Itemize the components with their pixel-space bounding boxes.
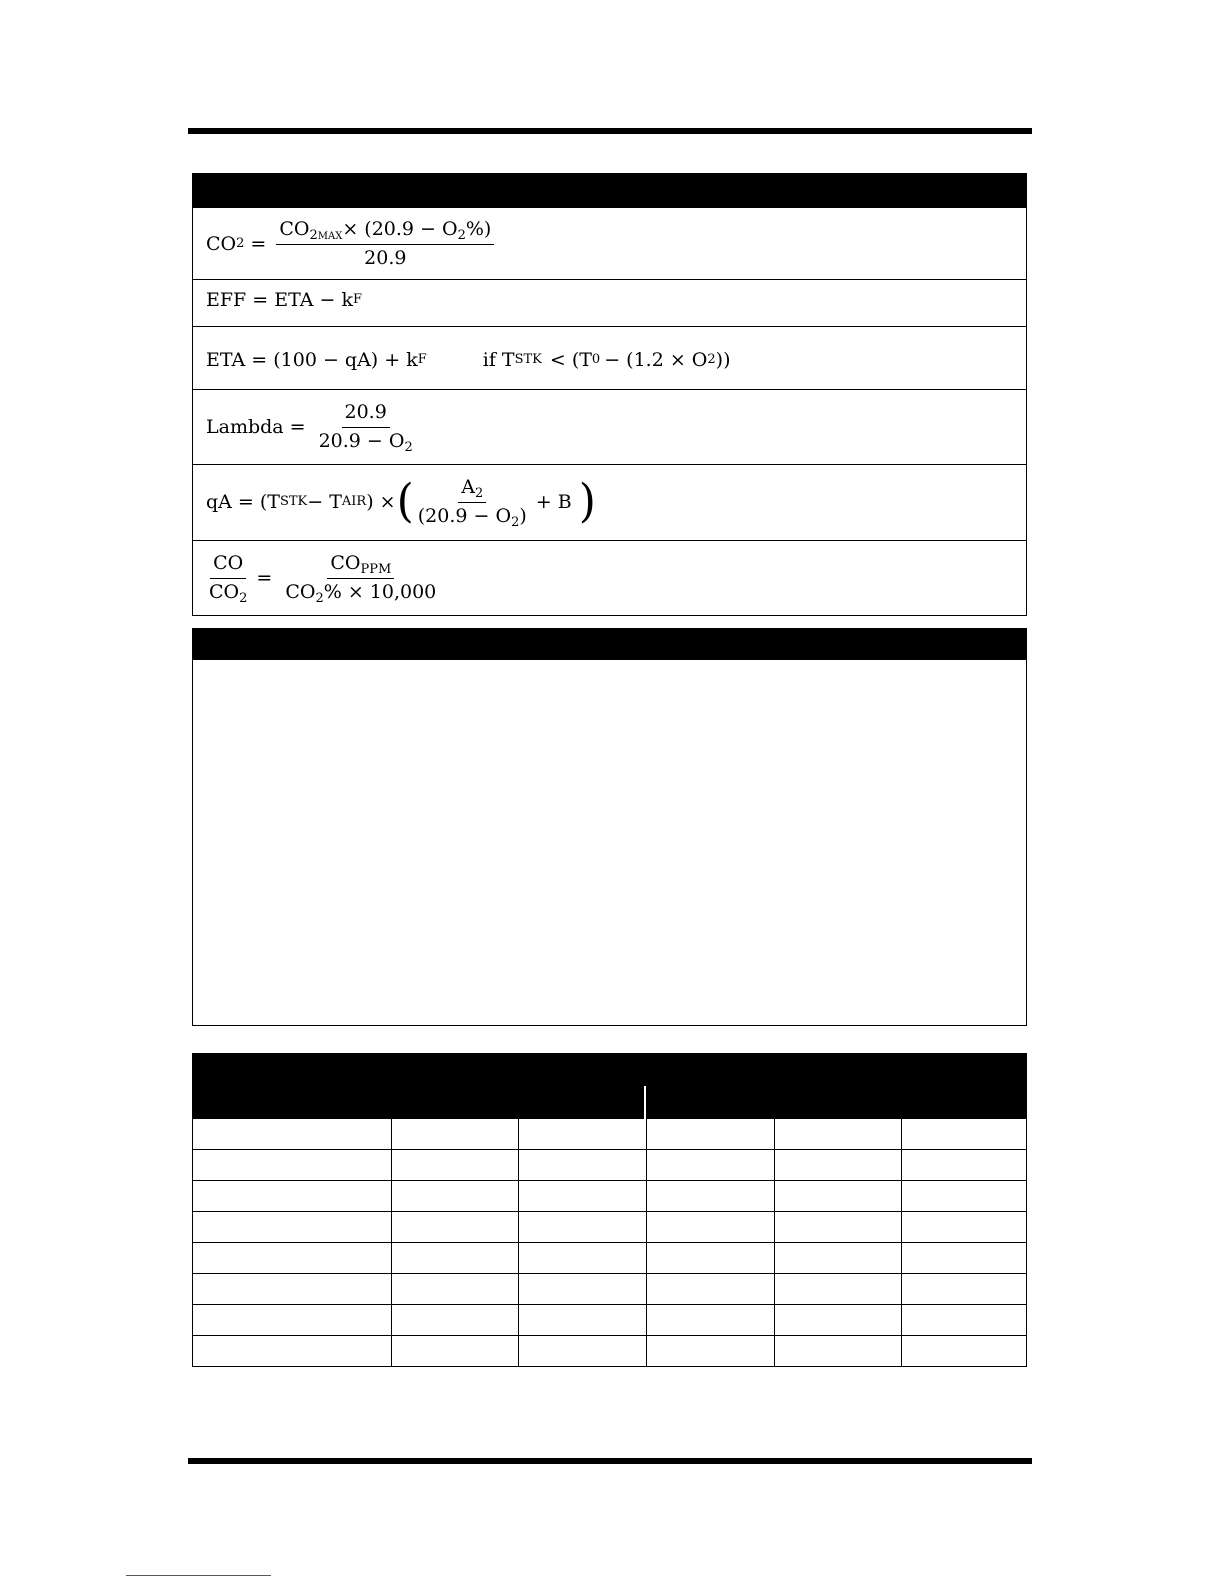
table-cell <box>901 1212 1028 1242</box>
table-row <box>192 1181 1027 1212</box>
table-row <box>192 1336 1027 1367</box>
header-rule <box>188 128 1032 134</box>
table-cell <box>774 1119 901 1149</box>
table-cell <box>193 1336 391 1366</box>
table-row <box>192 1274 1027 1305</box>
table-cell <box>391 1181 518 1211</box>
formula-row-lambda <box>193 389 1026 464</box>
formula-row-ratio <box>193 540 1026 616</box>
table-cell <box>646 1150 774 1180</box>
table-row <box>192 1305 1027 1336</box>
notes-section <box>192 628 1027 1026</box>
table-cell <box>646 1119 774 1149</box>
formula-eta: ETA = (100 − qA) + k F if T STK < (T 0 − (1.2 × O 2 )) <box>206 349 731 371</box>
table-cell <box>774 1243 901 1273</box>
table-cell <box>518 1181 646 1211</box>
table-cell <box>646 1243 774 1273</box>
table-cell <box>901 1150 1028 1180</box>
formula-row-eff <box>193 279 1026 326</box>
formula-row-qa <box>193 464 1026 540</box>
table-cell <box>646 1212 774 1242</box>
table-cell <box>518 1150 646 1180</box>
table-cell <box>774 1336 901 1366</box>
table-cell <box>518 1274 646 1304</box>
table-cell <box>193 1119 391 1149</box>
table-cell <box>901 1181 1028 1211</box>
table-cell <box>391 1336 518 1366</box>
table-cell <box>193 1150 391 1180</box>
table-cell <box>518 1119 646 1149</box>
data-table-header <box>192 1053 1027 1119</box>
notes-header <box>193 629 1026 660</box>
data-table <box>192 1053 1027 1369</box>
table-cell <box>391 1274 518 1304</box>
footer-link-underline[interactable] <box>126 1575 271 1576</box>
table-cell <box>518 1212 646 1242</box>
formula-eff: EFF = ETA − k F <box>206 289 363 311</box>
formula-co2: CO 2 = $\frac{CO_{2MAX}\times (20.9 - O_2\%)}{20.9}$ <box>206 208 498 280</box>
formula-lambda: Lambda = $\frac{20.9}{20.9 - O_2}$ <box>206 400 413 455</box>
table-cell <box>901 1243 1028 1273</box>
table-cell <box>391 1119 518 1149</box>
table-cell <box>193 1181 391 1211</box>
table-cell <box>518 1336 646 1366</box>
table-cell <box>391 1305 518 1335</box>
formula-qa: qA = (T STK − T AIR ) × ( $\frac{A_2}{(20.9 - O_2)}$ + B ) <box>206 474 596 530</box>
table-cell <box>901 1336 1028 1366</box>
table-cell <box>774 1181 901 1211</box>
table-cell <box>646 1181 774 1211</box>
header-divider <box>644 1086 646 1119</box>
table-cell <box>646 1336 774 1366</box>
table-cell <box>901 1119 1028 1149</box>
table-cell <box>901 1305 1028 1335</box>
table-cell <box>391 1150 518 1180</box>
table-cell <box>774 1274 901 1304</box>
table-cell <box>391 1243 518 1273</box>
table-cell <box>901 1274 1028 1304</box>
table-row <box>192 1119 1027 1150</box>
formula-table-header <box>193 174 1026 207</box>
table-cell <box>646 1274 774 1304</box>
table-cell <box>193 1243 391 1273</box>
formula-row-co2 <box>193 207 1026 279</box>
table-cell <box>646 1305 774 1335</box>
formula-ratio: $\frac{CO}{CO_2}$ = $\frac{CO_{PPM}}{CO_2\% \times 10,000}$ <box>209 551 437 606</box>
table-cell <box>518 1243 646 1273</box>
formula-table <box>192 173 1027 616</box>
table-cell <box>774 1305 901 1335</box>
table-cell <box>193 1305 391 1335</box>
table-cell <box>193 1212 391 1242</box>
table-row <box>192 1212 1027 1243</box>
formula-row-eta <box>193 326 1026 389</box>
table-cell <box>774 1150 901 1180</box>
table-cell <box>391 1212 518 1242</box>
table-cell <box>518 1305 646 1335</box>
table-cell <box>193 1274 391 1304</box>
table-row <box>192 1243 1027 1274</box>
footer-rule <box>188 1458 1032 1464</box>
table-row <box>192 1150 1027 1181</box>
table-cell <box>774 1212 901 1242</box>
